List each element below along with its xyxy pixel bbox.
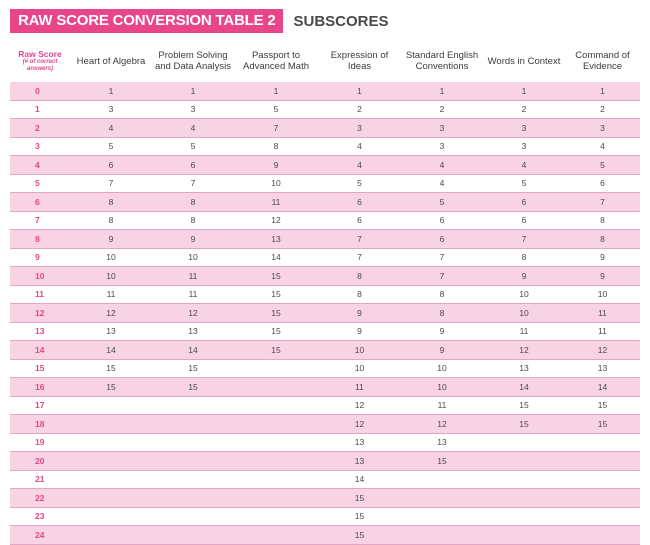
- subscore-cell: 3: [152, 100, 234, 119]
- subscore-cell: 15: [234, 267, 318, 286]
- subscore-cell: 15: [318, 507, 401, 526]
- subscore-cell: 7: [318, 248, 401, 267]
- header-row: [10, 40, 640, 82]
- raw-score-cell: 15: [10, 359, 70, 378]
- subscore-cell: 6: [318, 193, 401, 212]
- subscore-cell: 13: [318, 452, 401, 471]
- table-row: [10, 507, 640, 526]
- subscore-cell: 3: [70, 100, 152, 119]
- subscore-cell: 8: [401, 285, 483, 304]
- table-row: [10, 248, 640, 267]
- subscore-cell: 4: [318, 137, 401, 156]
- subscore-cell: 6: [483, 193, 565, 212]
- subscore-cell: [401, 507, 483, 526]
- raw-score-cell: 9: [10, 248, 70, 267]
- table-row: [10, 193, 640, 212]
- subscore-cell: 9: [318, 322, 401, 341]
- subscore-cell: 7: [565, 193, 640, 212]
- raw-score-cell: 5: [10, 174, 70, 193]
- subscore-cell: 9: [565, 267, 640, 286]
- subscore-cell: 9: [401, 341, 483, 360]
- subscore-cell: 10: [401, 359, 483, 378]
- subscore-cell: 5: [565, 156, 640, 175]
- table-title: RAW SCORE CONVERSION TABLE 2: [10, 9, 283, 33]
- subscore-cell: 11: [565, 322, 640, 341]
- subscore-cell: 11: [234, 193, 318, 212]
- subscore-cell: 1: [483, 82, 565, 100]
- subscore-cell: 1: [152, 82, 234, 100]
- subscore-cell: 12: [318, 396, 401, 415]
- raw-score-cell: 24: [10, 526, 70, 545]
- raw-score-cell: 11: [10, 285, 70, 304]
- subscore-cell: 4: [152, 119, 234, 138]
- raw-score-cell: 10: [10, 267, 70, 286]
- subscore-cell: [565, 452, 640, 471]
- table-row: [10, 378, 640, 397]
- subscore-cell: 7: [401, 248, 483, 267]
- subscore-cell: [234, 470, 318, 489]
- header-heart-of-algebra: Heart of Algebra: [76, 55, 146, 67]
- raw-score-cell: 23: [10, 507, 70, 526]
- subscore-cell: 9: [318, 304, 401, 323]
- subscore-cell: 14: [565, 378, 640, 397]
- subscore-cell: 11: [565, 304, 640, 323]
- subscore-cell: [401, 470, 483, 489]
- subscore-cell: 13: [401, 433, 483, 452]
- subscore-cell: [234, 415, 318, 434]
- table-row: [10, 82, 640, 100]
- table-row: [10, 415, 640, 434]
- subscore-cell: 12: [234, 211, 318, 230]
- subscore-cell: 13: [70, 322, 152, 341]
- raw-score-cell: 17: [10, 396, 70, 415]
- table-row: [10, 470, 640, 489]
- subscore-cell: 15: [234, 285, 318, 304]
- subscore-cell: 2: [565, 100, 640, 119]
- raw-score-header-label: Raw Score: [18, 48, 62, 59]
- subscore-cell: 8: [70, 211, 152, 230]
- subscore-cell: 13: [152, 322, 234, 341]
- subscore-cell: 9: [401, 322, 483, 341]
- subscore-cell: [152, 415, 234, 434]
- subscore-cell: 12: [483, 341, 565, 360]
- subscore-cell: [70, 415, 152, 434]
- subscore-cell: [234, 359, 318, 378]
- raw-score-cell: 13: [10, 322, 70, 341]
- raw-score-cell: 14: [10, 341, 70, 360]
- subscore-cell: 15: [318, 526, 401, 545]
- subscore-cell: [152, 470, 234, 489]
- subscore-cell: 3: [401, 119, 483, 138]
- subscore-cell: 10: [483, 285, 565, 304]
- subscore-cell: 8: [401, 304, 483, 323]
- raw-score-cell: 22: [10, 489, 70, 508]
- raw-score-cell: 3: [10, 137, 70, 156]
- table-row: [10, 304, 640, 323]
- subscore-cell: 15: [234, 341, 318, 360]
- subscore-cell: 15: [152, 378, 234, 397]
- subscore-cell: 4: [483, 156, 565, 175]
- subscore-cell: 15: [565, 415, 640, 434]
- raw-score-cell: 18: [10, 415, 70, 434]
- table-row: [10, 211, 640, 230]
- subscore-cell: 5: [234, 100, 318, 119]
- header-words-in-context: Words in Context: [487, 55, 561, 67]
- table-row: [10, 359, 640, 378]
- subscore-cell: 12: [70, 304, 152, 323]
- table-row: [10, 174, 640, 193]
- subscore-cell: 14: [483, 378, 565, 397]
- table-row: [10, 137, 640, 156]
- raw-score-cell: 20: [10, 452, 70, 471]
- subscore-cell: [483, 526, 565, 545]
- subscore-cell: 15: [483, 396, 565, 415]
- subscore-cell: 6: [152, 156, 234, 175]
- subscore-cell: 7: [70, 174, 152, 193]
- subscore-cell: 4: [565, 137, 640, 156]
- subscore-cell: 14: [318, 470, 401, 489]
- subscore-cell: [234, 396, 318, 415]
- raw-score-cell: 12: [10, 304, 70, 323]
- subscore-cell: 11: [401, 396, 483, 415]
- subscore-cell: [234, 378, 318, 397]
- raw-score-cell: 16: [10, 378, 70, 397]
- subscore-cell: 6: [401, 211, 483, 230]
- subscore-cell: 7: [401, 267, 483, 286]
- subscore-cell: 3: [483, 119, 565, 138]
- table-row: [10, 433, 640, 452]
- subscore-cell: 1: [318, 82, 401, 100]
- subscore-cell: [234, 433, 318, 452]
- subscore-cell: 5: [152, 137, 234, 156]
- subscore-cell: 2: [318, 100, 401, 119]
- subscore-cell: [483, 470, 565, 489]
- subscore-cell: 15: [70, 378, 152, 397]
- subscore-cell: 13: [234, 230, 318, 249]
- table-row: [10, 396, 640, 415]
- raw-score-cell: 2: [10, 119, 70, 138]
- subscore-cell: 11: [483, 322, 565, 341]
- subscore-cell: [483, 433, 565, 452]
- table-row: [10, 341, 640, 360]
- subscore-cell: 10: [152, 248, 234, 267]
- subscore-cell: 10: [565, 285, 640, 304]
- subscore-cell: 13: [565, 359, 640, 378]
- subscore-cell: 4: [318, 156, 401, 175]
- subscore-cell: 6: [565, 174, 640, 193]
- subscore-cell: [483, 507, 565, 526]
- subscore-cell: 13: [318, 433, 401, 452]
- table-row: [10, 526, 640, 545]
- subscore-cell: 2: [401, 100, 483, 119]
- header-expression-of-ideas: Expression of Ideas: [330, 50, 389, 72]
- subscore-cell: 4: [70, 119, 152, 138]
- table-row: [10, 322, 640, 341]
- table-body: [10, 82, 640, 544]
- subscore-cell: 10: [318, 359, 401, 378]
- subscore-cell: 7: [318, 230, 401, 249]
- raw-score-cell: 19: [10, 433, 70, 452]
- table-subtitle: SUBSCORES: [293, 12, 389, 30]
- subscore-cell: [152, 507, 234, 526]
- raw-score-cell: 7: [10, 211, 70, 230]
- subscore-cell: 9: [70, 230, 152, 249]
- subscore-cell: 15: [152, 359, 234, 378]
- subscore-cell: 5: [70, 137, 152, 156]
- subscore-cell: 5: [318, 174, 401, 193]
- raw-score-cell: 0: [10, 82, 70, 100]
- subscore-cell: 8: [565, 230, 640, 249]
- subscore-cell: [565, 507, 640, 526]
- subscore-cell: 15: [318, 489, 401, 508]
- subscore-cell: 5: [483, 174, 565, 193]
- subscore-cell: 1: [401, 82, 483, 100]
- subscore-cell: 9: [565, 248, 640, 267]
- subscore-cell: [152, 396, 234, 415]
- subscore-cell: 8: [152, 211, 234, 230]
- subscore-cell: 10: [70, 267, 152, 286]
- subscore-cell: 3: [401, 137, 483, 156]
- raw-score-cell: 4: [10, 156, 70, 175]
- subscore-cell: 8: [318, 267, 401, 286]
- subscore-cell: [234, 526, 318, 545]
- subscore-cell: 5: [401, 193, 483, 212]
- subscore-cell: 15: [483, 415, 565, 434]
- subscore-cell: 15: [234, 304, 318, 323]
- subscore-cell: 11: [152, 267, 234, 286]
- table-row: [10, 285, 640, 304]
- subscore-cell: [70, 396, 152, 415]
- subscore-cell: 15: [70, 359, 152, 378]
- subscore-cell: 8: [234, 137, 318, 156]
- subscore-cell: 1: [565, 82, 640, 100]
- subscore-cell: [565, 470, 640, 489]
- score-conversion-table: [10, 40, 640, 545]
- subscore-cell: 8: [565, 211, 640, 230]
- subscore-cell: 10: [70, 248, 152, 267]
- subscore-cell: [401, 526, 483, 545]
- subscore-cell: [70, 433, 152, 452]
- subscore-cell: 13: [483, 359, 565, 378]
- header-passport-advanced-math: Passport to Advanced Math: [242, 50, 309, 72]
- subscore-cell: 6: [401, 230, 483, 249]
- subscore-cell: 6: [483, 211, 565, 230]
- subscore-cell: 8: [483, 248, 565, 267]
- subscore-cell: 2: [483, 100, 565, 119]
- subscore-cell: 10: [318, 341, 401, 360]
- subscore-cell: 1: [70, 82, 152, 100]
- table-row: [10, 100, 640, 119]
- subscore-cell: 1: [234, 82, 318, 100]
- subscore-cell: 14: [234, 248, 318, 267]
- subscore-cell: 15: [565, 396, 640, 415]
- subscore-cell: [70, 470, 152, 489]
- subscore-cell: [152, 452, 234, 471]
- subscore-cell: 8: [318, 285, 401, 304]
- subscore-cell: 11: [318, 378, 401, 397]
- subscore-cell: 3: [565, 119, 640, 138]
- title-row: [10, 9, 389, 33]
- subscore-cell: [152, 433, 234, 452]
- raw-score-cell: 1: [10, 100, 70, 119]
- raw-score-cell: 8: [10, 230, 70, 249]
- subscore-cell: 15: [234, 322, 318, 341]
- subscore-cell: 12: [565, 341, 640, 360]
- raw-score-cell: 21: [10, 470, 70, 489]
- table-row: [10, 452, 640, 471]
- header-standard-english: Standard English Conventions: [405, 50, 479, 72]
- subscore-cell: [70, 507, 152, 526]
- subscore-cell: 7: [483, 230, 565, 249]
- subscore-cell: 12: [318, 415, 401, 434]
- raw-score-cell: 6: [10, 193, 70, 212]
- subscore-cell: 14: [152, 341, 234, 360]
- subscore-cell: 9: [152, 230, 234, 249]
- subscore-cell: 3: [483, 137, 565, 156]
- raw-score-header: [10, 40, 70, 82]
- subscore-cell: 10: [234, 174, 318, 193]
- table-row: [10, 156, 640, 175]
- header-problem-solving: Problem Solving and Data Analysis: [154, 50, 232, 72]
- subscore-cell: 7: [152, 174, 234, 193]
- raw-score-header-note: (# of correct answers): [22, 58, 58, 72]
- subscore-cell: 6: [318, 211, 401, 230]
- header-command-of-evidence: Command of Evidence: [575, 50, 630, 72]
- subscore-cell: [70, 452, 152, 471]
- subscore-cell: [234, 452, 318, 471]
- subscore-cell: [565, 526, 640, 545]
- subscore-cell: 15: [401, 452, 483, 471]
- subscore-cell: 4: [401, 156, 483, 175]
- table-row: [10, 267, 640, 286]
- subscore-cell: [483, 452, 565, 471]
- subscore-cell: 11: [70, 285, 152, 304]
- table-row: [10, 230, 640, 249]
- subscore-cell: [70, 526, 152, 545]
- subscore-cell: 9: [234, 156, 318, 175]
- subscore-cell: 10: [483, 304, 565, 323]
- subscore-cell: 12: [152, 304, 234, 323]
- subscore-cell: 14: [70, 341, 152, 360]
- table-row: [10, 119, 640, 138]
- subscore-cell: 7: [234, 119, 318, 138]
- subscore-cell: 3: [318, 119, 401, 138]
- subscore-cell: 9: [483, 267, 565, 286]
- subscore-cell: 12: [401, 415, 483, 434]
- subscore-cell: 8: [70, 193, 152, 212]
- subscore-cell: [565, 433, 640, 452]
- subscore-cell: [234, 507, 318, 526]
- subscore-cell: 4: [401, 174, 483, 193]
- subscore-cell: 6: [70, 156, 152, 175]
- subscore-cell: [152, 526, 234, 545]
- subscore-cell: 8: [152, 193, 234, 212]
- subscore-cell: 11: [152, 285, 234, 304]
- subscore-cell: 10: [401, 378, 483, 397]
